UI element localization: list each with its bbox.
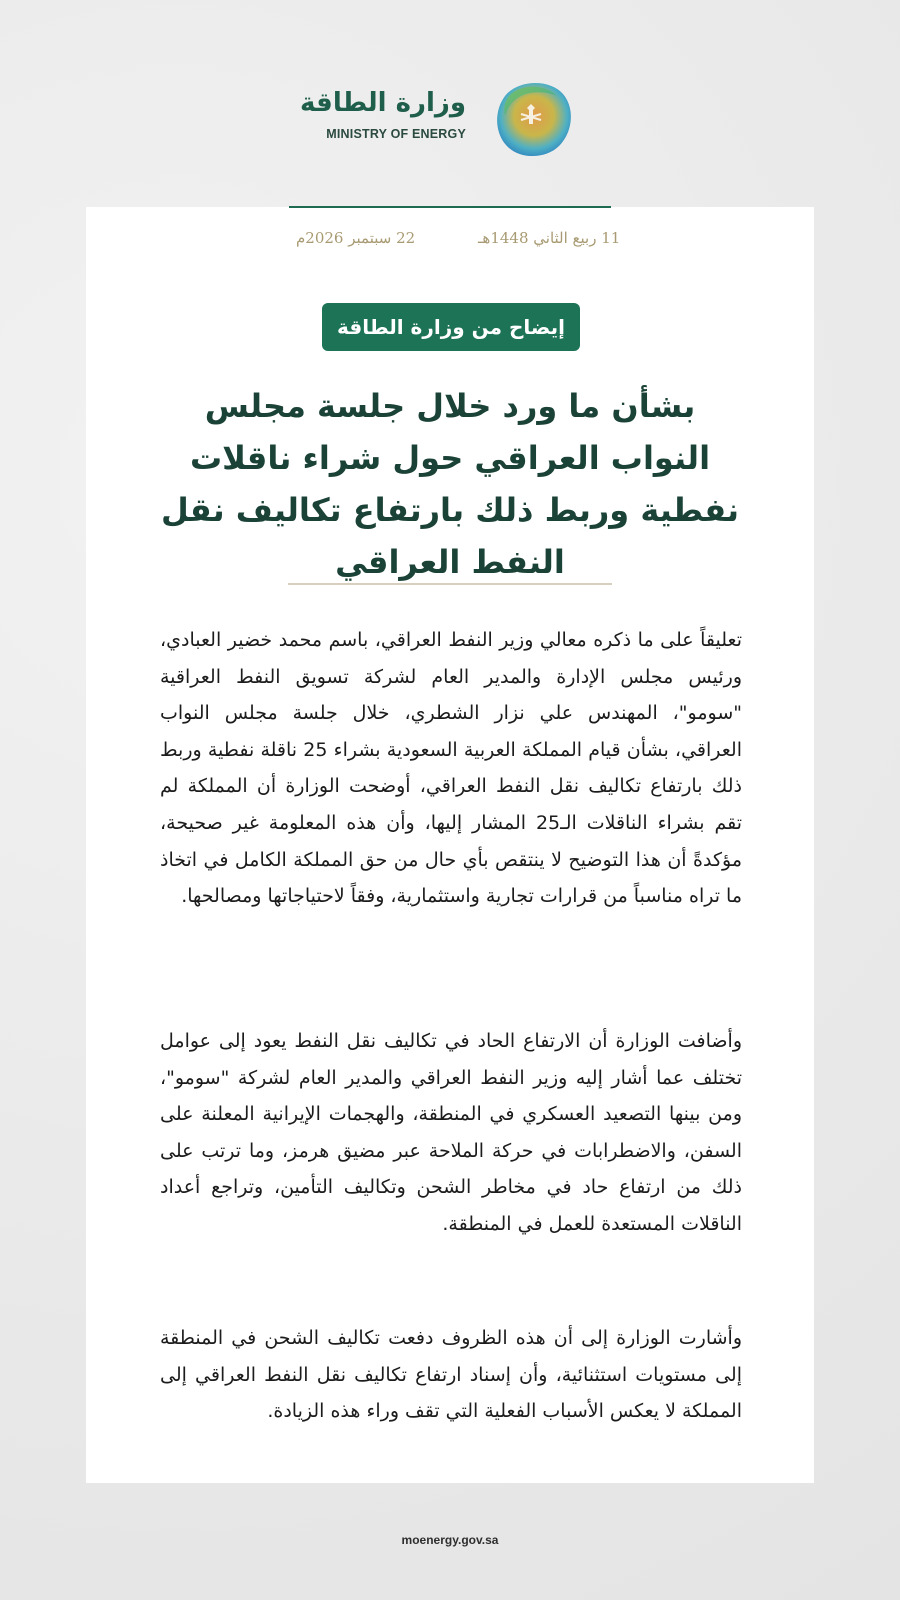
- statement-badge: إيضاح من وزارة الطاقة: [322, 303, 580, 351]
- statement-title: بشأن ما ورد خلال جلسة مجلس النواب العراقي حول شراء ناقلات نفطية وربط ذلك بارتفاع تكاليف نقل النفط العراقي: [160, 387, 740, 581]
- ministry-header: [0, 74, 900, 164]
- logo-arabic-name: وزارة الطاقة: [300, 88, 466, 118]
- hijri-date: 11 ربيع الثاني 1448هـ: [478, 229, 621, 247]
- logo-english-name: MINISTRY OF ENERGY: [326, 127, 466, 141]
- saudi-map-emblem-icon: [487, 74, 575, 162]
- card-top-accent-line: [289, 206, 611, 208]
- paragraph-1: تعليقاً على ما ذكره معالي وزير النفط العراقي، باسم محمد خضير العبادي، ورئيس مجلس الإدارة والمدير العام لشركة تسويق النفط العراقية "سومو"، المهندس علي نزار الشطري، خلال جلسة مجلس النواب العراقي، بشأن قيام المملكة العربية السعودية بشراء 25 ناقلة نفطية وربط ذلك بارتفاع تكاليف نقل النفط العراقي، أوضحت الوزارة أن المملكة لم تقم بشراء الناقلات الـ25 المشار إليها، وأن هذه المعلومة غير صحيحة، مؤكدةً أن هذا التوضيح لا ينتقص بأي حال من حق المملكة الكامل في اتخاذ ما تراه مناسباً من قرارات تجارية واستثمارية، وفقاً لاحتياجاتها ومصالحها.: [160, 629, 742, 908]
- website-url[interactable]: moenergy.gov.sa: [401, 1533, 499, 1547]
- gregorian-date: 22 سبتمبر 2026م: [296, 229, 416, 247]
- paragraph-2: وأضافت الوزارة أن الارتفاع الحاد في تكاليف نقل النفط يعود إلى عوامل تختلف عما أشار إليه وزير النفط العراقي والمدير العام لشركة "سومو"، ومن بينها التصعيد العسكري في المنطقة، والهجمات الإيرانية المعلنة على السفن، والاضطرابات في حركة الملاحة عبر مضيق هرمز، وما ترتب على ذلك من ارتفاع حاد في مخاطر الشحن وتكاليف التأمين، وتراجع أعداد الناقلات المستعدة للعمل في المنطقة.: [160, 1030, 742, 1235]
- title-divider: [288, 583, 612, 585]
- paragraph-3: وأشارت الوزارة إلى أن هذه الظروف دفعت تكاليف الشحن في المنطقة إلى مستويات استثنائية، وأن إسناد ارتفاع تكاليف نقل النفط العراقي إلى المملكة لا يعكس الأسباب الفعلية التي تقف وراء هذه الزيادة.: [160, 1327, 742, 1423]
